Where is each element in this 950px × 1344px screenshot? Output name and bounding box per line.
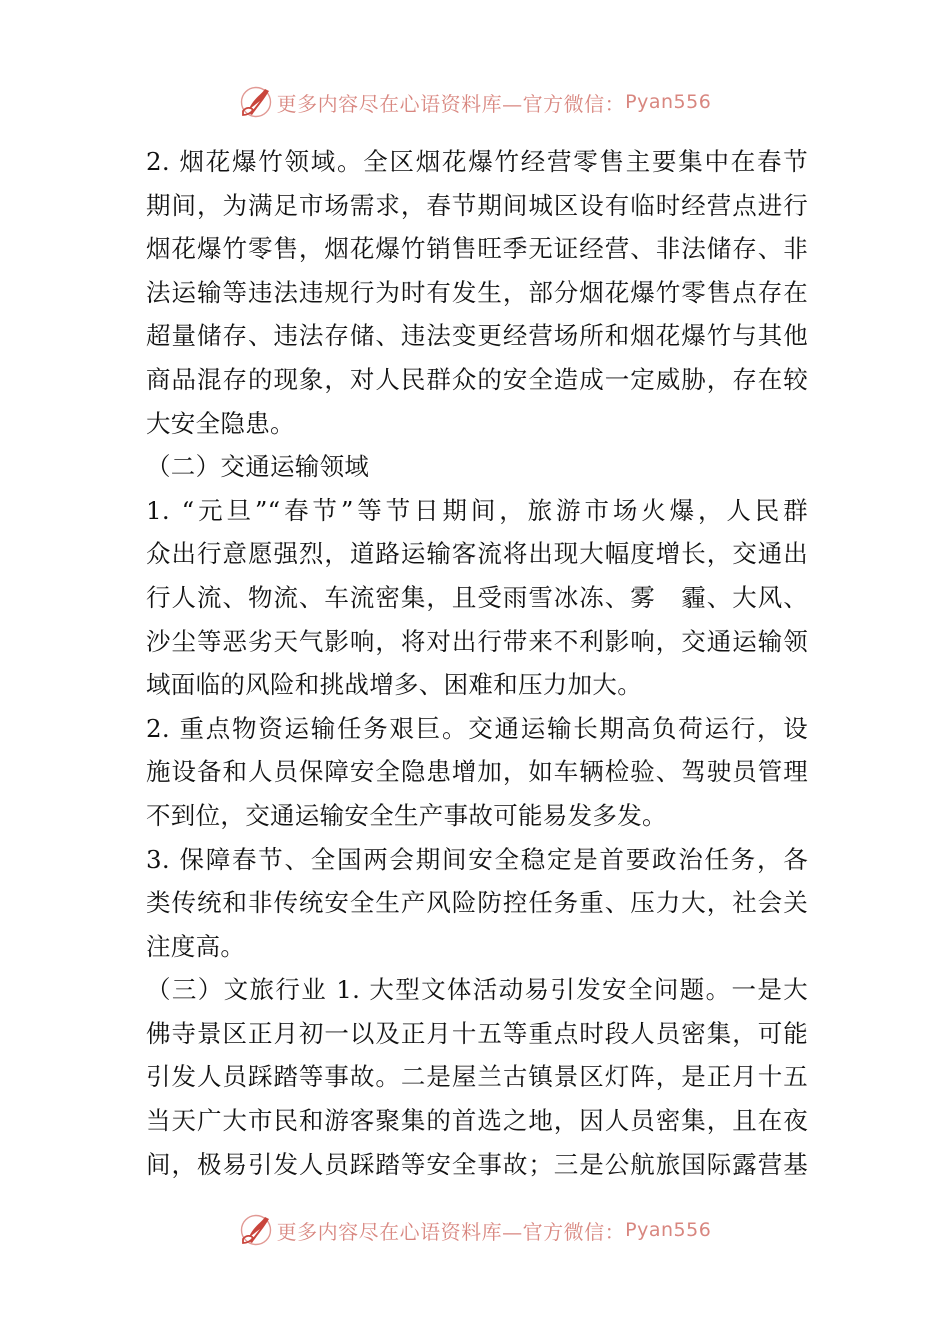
text-line: 法运输等违法违规行为时有发生，部分烟花爆竹零售点存在	[146, 277, 808, 307]
text-line: 烟花爆竹零售，烟花爆竹销售旺季无证经营、非法储存、非	[146, 234, 808, 264]
quill-logo-icon	[239, 85, 273, 119]
watermark-text: 更多内容尽在心语资料库—官方微信：	[276, 91, 626, 116]
text-line: 大安全隐患。	[146, 408, 295, 438]
text-line: （三）文旅行业 1. 大型文体活动易引发安全问题。一是大	[146, 975, 808, 1005]
para-fireworks	[146, 140, 808, 445]
text-line: （二）交通运输领域	[146, 452, 370, 482]
text-line: 众出行意愿强烈，道路运输客流将出现大幅度增长，交通出	[146, 539, 808, 569]
text-line: 1. “元旦”“春节”等节日期间，旅游市场火爆，人民群	[146, 495, 808, 525]
para-two-sessions	[146, 838, 808, 969]
watermark-text: 更多内容尽在心语资料库—官方微信：	[276, 1219, 626, 1244]
footer-watermark	[0, 1210, 950, 1250]
text-line: 沙尘等恶劣天气影响，将对出行带来不利影响，交通运输领	[146, 626, 808, 656]
text-line: 引发人员踩踏等事故。二是屋兰古镇景区灯阵，是正月十五	[146, 1062, 808, 1092]
para-culture-tourism	[146, 968, 808, 1186]
text-line: 期间，为满足市场需求，春节期间城区设有临时经营点进行	[146, 190, 808, 220]
header-watermark	[0, 82, 950, 122]
text-line: 间，极易引发人员踩踏等安全事故；三是公航旅国际露营基	[146, 1149, 808, 1179]
text-line: 超量储存、违法存储、违法变更经营场所和烟花爆竹与其他	[146, 321, 808, 351]
text-line: 当天广大市民和游客聚集的首选之地，因人员密集，且在夜	[146, 1106, 808, 1136]
text-line: 类传统和非传统安全生产风险防控任务重、压力大，社会关	[146, 888, 808, 918]
para-material-transport	[146, 707, 808, 838]
text-line: 施设备和人员保障安全隐患增加，如车辆检验、驾驶员管理	[146, 757, 808, 787]
text-line: 商品混存的现象，对人民群众的安全造成一定威胁，存在较	[146, 364, 808, 394]
text-line: 2. 重点物资运输任务艰巨。交通运输长期高负荷运行，设	[146, 713, 808, 743]
text-line: 注度高。	[146, 931, 246, 961]
watermark-wechat-id: Pyan556	[625, 1219, 712, 1241]
text-line: 3. 保障春节、全国两会期间安全稳定是首要政治任务，各	[146, 844, 808, 874]
text-line: 域面临的风险和挑战增多、困难和压力加大。	[146, 670, 642, 700]
watermark-wechat-id: Pyan556	[625, 91, 712, 113]
document-body	[146, 140, 808, 1186]
text-line: 行人流、物流、车流密集，且受雨雪冰冻、雾 霾、大风、	[146, 582, 808, 612]
text-line: 2. 烟花爆竹领域。全区烟花爆竹经营零售主要集中在春节	[146, 147, 808, 176]
quill-logo-icon	[239, 1213, 273, 1247]
heading-transport	[146, 445, 808, 489]
text-line: 佛寺景区正月初一以及正月十五等重点时段人员密集，可能	[146, 1018, 808, 1048]
text-line: 不到位，交通运输安全生产事故可能易发多发。	[146, 800, 667, 830]
para-holiday-travel	[146, 489, 808, 707]
